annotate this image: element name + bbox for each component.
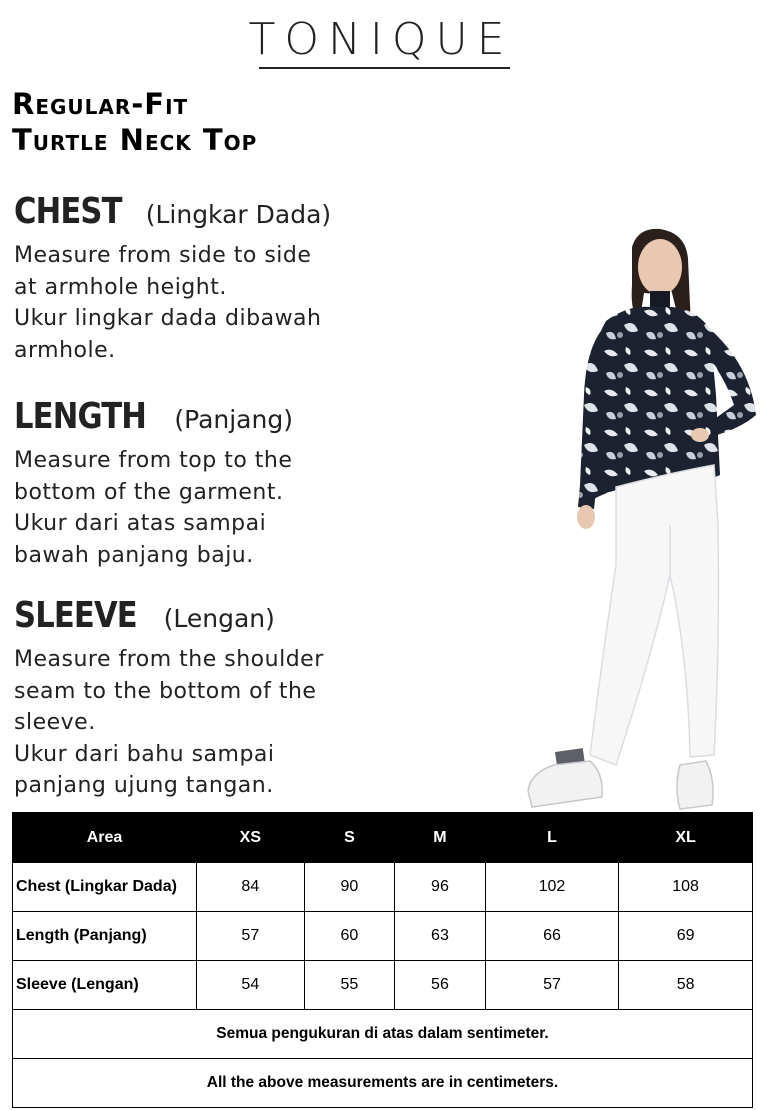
table-cell: 69: [619, 912, 753, 961]
table-cell: 63: [395, 912, 486, 961]
table-cell: 57: [485, 961, 618, 1010]
table-row: [13, 961, 753, 1010]
table-cell: 57: [197, 912, 305, 961]
product-title-line-1: Regular-Fit: [12, 87, 189, 121]
table-cell: 55: [304, 961, 395, 1010]
chest-line: Measure from side to side: [14, 243, 312, 268]
table-cell: 56: [395, 961, 486, 1010]
chest-heading-sub: (Lingkar Dada): [145, 200, 332, 229]
table-cell: 58: [619, 961, 753, 1010]
header-size-m: M: [395, 813, 486, 863]
sleeve-section: [14, 594, 414, 802]
table-cell: 84: [197, 863, 305, 912]
table-cell: 96: [395, 863, 486, 912]
chest-line: at armhole height.: [14, 274, 227, 300]
sleeve-line: panjang ujung tangan.: [14, 773, 274, 798]
length-section: [14, 395, 414, 571]
brand-header: [0, 14, 762, 66]
table-cell: 60: [304, 912, 395, 961]
model-photo: [520, 225, 762, 815]
sleeve-heading-title: SLEEVE: [14, 595, 137, 636]
table-row: [13, 863, 753, 912]
chest-heading: [14, 190, 414, 240]
header-size-l: L: [485, 813, 618, 863]
sleeve-description: [14, 644, 414, 802]
table-cell: 66: [485, 912, 618, 961]
length-line: Measure from top to the: [14, 448, 293, 473]
sleeve-heading: [14, 594, 414, 644]
table-cell: 108: [619, 863, 753, 912]
table-cell: 54: [197, 961, 305, 1010]
product-title: [12, 86, 432, 158]
header-size-xl: XL: [619, 813, 753, 863]
length-heading-title: LENGTH: [14, 396, 146, 437]
length-heading-sub: (Panjang): [174, 405, 293, 434]
chest-line: Ukur lingkar dada dibawah: [14, 306, 322, 331]
length-description: [14, 445, 414, 571]
header-area: Area: [13, 813, 197, 863]
sleeve-line: sleeve.: [14, 710, 96, 735]
header-size-xs: XS: [197, 813, 305, 863]
length-line: bawah panjang baju.: [14, 542, 254, 568]
header-size-s: S: [304, 813, 395, 863]
length-line: Ukur dari atas sampai: [14, 511, 267, 536]
table-note-row: [13, 1010, 753, 1059]
size-chart-table: [12, 812, 753, 1108]
length-heading: [14, 395, 414, 445]
chest-description: [14, 240, 414, 366]
note-english: All the above measurements are in centimeters.: [13, 1059, 753, 1108]
table-note-row: [13, 1059, 753, 1108]
table-cell: 102: [485, 863, 618, 912]
chest-line: armhole.: [14, 337, 116, 363]
row-label-length: Length (Panjang): [13, 912, 197, 961]
length-line: bottom of the garment.: [14, 479, 284, 505]
sleeve-line: Ukur dari bahu sampai: [14, 741, 275, 767]
product-title-line-2: Turtle Neck Top: [12, 123, 258, 157]
sleeve-line: Measure from the shoulder: [14, 647, 324, 672]
table-header-row: [13, 813, 753, 863]
chest-section: [14, 190, 414, 366]
sleeve-line: seam to the bottom of the: [14, 678, 317, 704]
row-label-sleeve: Sleeve (Lengan): [13, 961, 197, 1010]
table-row: [13, 912, 753, 961]
table-cell: 90: [304, 863, 395, 912]
chest-heading-title: CHEST: [14, 191, 122, 232]
note-indonesian: Semua pengukuran di atas dalam sentimeter.: [13, 1010, 753, 1059]
sleeve-heading-sub: (Lengan): [163, 604, 275, 633]
brand-underline: [259, 67, 510, 69]
row-label-chest: Chest (Lingkar Dada): [13, 863, 197, 912]
brand-logo: TONIQUE: [248, 14, 514, 65]
